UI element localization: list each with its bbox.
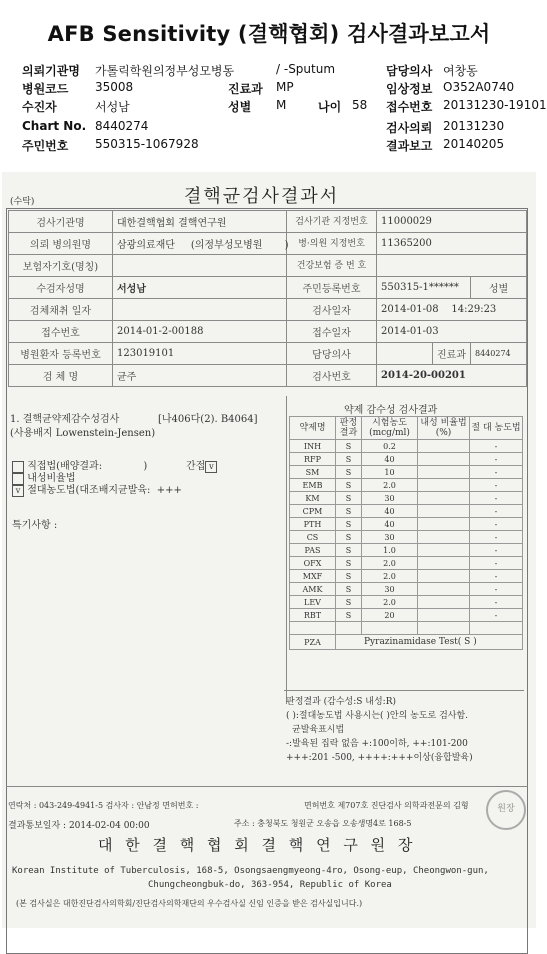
cell-label: 검사기관명	[9, 211, 113, 233]
method-title: 1. 결핵균약제감수성검사	[10, 414, 120, 425]
sex-label: 성별	[228, 100, 252, 114]
drug-cell-result: S	[336, 583, 362, 596]
cell-value	[113, 299, 287, 321]
cell-value: 균주	[113, 365, 287, 387]
column-header: 약제명	[290, 417, 336, 440]
drug-cell-conc: 40	[362, 453, 418, 466]
drug-cell-ratio	[418, 596, 470, 609]
cell-label: 검체채취 일자	[9, 299, 113, 321]
cell-value: 123019101	[113, 343, 287, 365]
drug-cell-abs: -	[470, 544, 523, 557]
section-divider	[286, 396, 287, 704]
indirect-label: 간접	[186, 461, 206, 472]
referral-branch: (의정부성모병원	[190, 240, 263, 251]
drug-cell-result	[336, 622, 362, 635]
drug-cell-abs: -	[470, 596, 523, 609]
chart-value: 8440274	[95, 119, 149, 133]
chart-label: Chart No.	[22, 119, 87, 133]
cell-value: 2014-20-00201	[377, 365, 527, 387]
institution-value: 가톨릭학원의정부성모병동	[95, 64, 235, 78]
age-label: 나이	[318, 100, 342, 114]
sheet-title: 결핵균검사결과서	[184, 186, 340, 207]
drug-cell-ratio	[418, 453, 470, 466]
drug-sensitivity-table	[289, 416, 523, 650]
drug-row	[290, 596, 523, 609]
method-code: [나406다(2). B4064]	[158, 414, 258, 425]
official-seal-icon	[486, 790, 526, 830]
drug-cell-abs: -	[470, 531, 523, 544]
hospital-code-value: 35008	[95, 80, 134, 94]
seal-text: 원장	[497, 804, 515, 814]
contact-line: 연락처 : 043-249-4941-5 검사자 : 안남정 면허번호 :	[8, 801, 199, 810]
table-row	[9, 365, 527, 387]
drug-table-title: 약제 감수성 검사결과	[344, 405, 438, 416]
institution-label: 의뢰기관명	[22, 64, 80, 78]
drug-cell-abs: -	[470, 570, 523, 583]
drug-row	[290, 453, 523, 466]
cell-label: 검사일자	[287, 299, 377, 321]
drug-row	[290, 583, 523, 596]
drug-cell-ratio	[418, 609, 470, 622]
cell-value	[113, 233, 287, 255]
drug-cell-conc: 2.0	[362, 479, 418, 492]
method-medium: (사용배지 Lowenstein-Jensen)	[10, 428, 156, 439]
license-line: 면허번호 제707호 진단검사 의학과전문의 김형	[304, 801, 469, 810]
drug-cell-conc: 30	[362, 492, 418, 505]
drug-cell-abs: -	[470, 518, 523, 531]
legend-top-rule	[284, 690, 524, 691]
drug-cell-ratio	[418, 466, 470, 479]
cell-value	[113, 255, 287, 277]
drug-cell-abs: -	[470, 505, 523, 518]
english-address-line: Chungcheongbuk-do, 363-954, Republic of Korea	[148, 880, 392, 890]
exam-date: 2014-01-08	[381, 304, 439, 315]
drug-cell-name	[290, 622, 336, 635]
cell-label: 접수일자	[287, 321, 377, 343]
drug-cell-ratio	[418, 583, 470, 596]
drug-cell-result: S	[336, 596, 362, 609]
drug-cell-name: EMB	[290, 479, 336, 492]
drug-cell-conc: 2.0	[362, 596, 418, 609]
request-value: 20131230	[443, 119, 505, 133]
report-date: 2014-02-04 00:00	[68, 821, 150, 831]
patient-info-table	[8, 210, 527, 387]
drug-row	[290, 622, 523, 635]
doctor-value: 여창동	[443, 64, 478, 78]
drug-row	[290, 479, 523, 492]
clinical-value: O352A0740	[443, 80, 515, 94]
drug-row	[290, 570, 523, 583]
cell-label: 주민등록번호	[287, 277, 377, 299]
absolute-method-row	[12, 481, 182, 497]
drug-cell-name: KM	[290, 492, 336, 505]
cell-label: 건강보험 증 번 호	[287, 255, 377, 277]
cell-label: 검사번호	[287, 365, 377, 387]
specimen-value: / -Sputum	[276, 62, 336, 76]
accession-value: 20131230-19101	[443, 98, 547, 112]
table-row	[9, 299, 527, 321]
legend-line: 균발육표시법	[292, 725, 345, 735]
cell-value	[377, 343, 433, 365]
drug-cell-result: S	[336, 492, 362, 505]
drug-row	[290, 531, 523, 544]
drug-cell-ratio	[418, 440, 470, 453]
column-header: 시험농도 (mcg/ml)	[362, 417, 418, 440]
cell-label: 병·의원 지정번호	[287, 233, 377, 255]
table-row	[9, 321, 527, 343]
cell-label: 접수번호	[9, 321, 113, 343]
ssn-value: 550315-1067928	[95, 137, 199, 151]
clinical-label: 임상정보	[386, 82, 433, 96]
org-name: 대 한 결 핵 협 회 결 핵 연 구 원 장	[98, 836, 417, 854]
age-value: 58	[352, 98, 368, 112]
cell-label: 의뢰 병의원명	[9, 233, 113, 255]
accession-label: 접수번호	[386, 100, 433, 114]
drug-cell-name: CPM	[290, 505, 336, 518]
table-header-row	[290, 417, 523, 440]
drug-cell-name: INH	[290, 440, 336, 453]
drug-cell-name: SM	[290, 466, 336, 479]
pza-result: Pyrazinamidase Test( S )	[336, 635, 523, 650]
cell-label: 담당의사	[287, 343, 377, 365]
cell-label: 검 체 명	[9, 365, 113, 387]
drug-cell-name: RFP	[290, 453, 336, 466]
legend-line: ( ):절대농도법 사용시는( )안의 농도로 검사함.	[286, 711, 469, 721]
result-value: 20140205	[443, 137, 505, 151]
drug-cell-result: S	[336, 518, 362, 531]
collector-value: 서성남	[95, 100, 130, 114]
drug-cell-result: S	[336, 531, 362, 544]
referral-branch-close: )	[284, 240, 289, 251]
collector-label: 수진자	[22, 100, 57, 114]
drug-cell-result: S	[336, 544, 362, 557]
drug-row	[290, 518, 523, 531]
absolute-label: 절대농도법	[27, 485, 76, 496]
drug-cell-abs: -	[470, 466, 523, 479]
cell-label: 검사기관 지정번호	[287, 211, 377, 233]
drug-cell-ratio	[418, 479, 470, 492]
direct-close: )	[143, 461, 148, 472]
cell-label: 병원환자 등록번호	[9, 343, 113, 365]
drug-cell-result: S	[336, 466, 362, 479]
drug-cell-abs: -	[470, 453, 523, 466]
column-header: 판정 결과	[336, 417, 362, 440]
drug-cell-conc: 20	[362, 609, 418, 622]
drug-cell-conc: 2.0	[362, 557, 418, 570]
cell-value: 2014-01-03	[377, 321, 527, 343]
cell-value: 2014-01-2-00188	[113, 321, 287, 343]
indirect-method-row	[186, 457, 217, 473]
drug-cell-result: S	[336, 440, 362, 453]
ratio-label: 내성비율법	[27, 473, 76, 484]
table-row	[9, 211, 527, 233]
table-row	[9, 233, 527, 255]
absolute-growth: +++	[156, 485, 182, 496]
cell-label: 진료과	[433, 343, 471, 365]
column-header: 내성 비율법(%)	[418, 417, 470, 440]
drug-cell-result: S	[336, 570, 362, 583]
certification-note: (본 검사실은 대한진단검사의학회/진단검사의학재단의 우수검사실 신임 인증을 받은 검사실입니다.)	[16, 899, 363, 908]
cell-value	[377, 299, 527, 321]
cell-value: 11000029	[377, 211, 527, 233]
test-section	[8, 396, 526, 706]
drug-cell-ratio	[418, 557, 470, 570]
drug-cell-conc: 30	[362, 531, 418, 544]
drug-cell-name: MXF	[290, 570, 336, 583]
absolute-checkbox: v	[12, 485, 24, 497]
cell-label: 수검자성명	[9, 277, 113, 299]
drug-row	[290, 609, 523, 622]
drug-cell-abs: -	[470, 609, 523, 622]
cell-value: 11365200	[377, 233, 527, 255]
drug-cell-name: RBT	[290, 609, 336, 622]
cell-value: 대한결핵협회 결핵연구원	[113, 211, 287, 233]
result-label: 결과보고	[386, 139, 433, 153]
drug-row	[290, 544, 523, 557]
drug-cell-conc	[362, 622, 418, 635]
legend-line: +++:201 -500, ++++:+++이상(융합발육)	[286, 753, 473, 763]
drug-cell-conc: 1.0	[362, 544, 418, 557]
hospital-code-label: 병원코드	[22, 82, 69, 96]
drug-row	[290, 440, 523, 453]
report-date-row	[8, 818, 150, 831]
report-date-label: 결과통보일자 :	[8, 821, 67, 831]
drug-cell-name: PAS	[290, 544, 336, 557]
drug-cell-result: S	[336, 479, 362, 492]
drug-cell-abs: -	[470, 492, 523, 505]
column-header: 절 대 농도법	[470, 417, 523, 440]
drug-cell-ratio	[418, 518, 470, 531]
pza-row	[290, 635, 523, 650]
drug-cell-name: OFX	[290, 557, 336, 570]
drug-cell-conc: 2.0	[362, 570, 418, 583]
drug-cell-conc: 10	[362, 466, 418, 479]
drug-rows	[290, 440, 523, 635]
dept-label: 진료과	[228, 82, 263, 96]
referral-org: 삼광의료재단	[117, 240, 175, 251]
report-title: AFB Sensitivity (결핵협회) 검사결과보고서	[47, 22, 491, 46]
pza-name: PZA	[290, 635, 336, 650]
drug-cell-abs: -	[470, 440, 523, 453]
drug-cell-name: LEV	[290, 596, 336, 609]
cell-label: 성별	[471, 277, 527, 299]
cell-value	[377, 255, 527, 277]
scanned-result-sheet	[2, 172, 536, 928]
ssn-label: 주민번호	[22, 139, 69, 153]
drug-row	[290, 466, 523, 479]
drug-cell-result: S	[336, 453, 362, 466]
english-address-line: Korean Institute of Tuberculosis, 168-5, Osongsaengmyeong-4ro, Osong-eup, Cheongwon-gun,	[12, 866, 489, 876]
drug-cell-abs: -	[470, 557, 523, 570]
exam-time: 14:29:23	[451, 304, 497, 315]
table-row	[9, 343, 527, 365]
drug-cell-conc: 40	[362, 518, 418, 531]
drug-cell-ratio	[418, 492, 470, 505]
doctor-label: 담당의사	[386, 64, 433, 78]
drug-cell-conc: 0.2	[362, 440, 418, 453]
table-row	[9, 277, 527, 299]
absolute-detail: (대조배지균발육:	[75, 485, 151, 496]
drug-row	[290, 492, 523, 505]
sex-value: M	[276, 98, 287, 112]
remarks-label: 특기사항 :	[12, 520, 58, 531]
address-short: 주소 : 충청북도 청원군 오송읍 오송생명4로 168-5	[234, 819, 412, 828]
indirect-checkbox: v	[205, 461, 217, 473]
drug-cell-ratio	[418, 531, 470, 544]
table-row	[9, 255, 527, 277]
drug-cell-abs: -	[470, 479, 523, 492]
drug-cell-ratio	[418, 505, 470, 518]
drug-cell-conc: 30	[362, 583, 418, 596]
legend-line: 판정결과 (감수성:S 내성:R)	[286, 697, 396, 707]
drug-cell-abs	[470, 622, 523, 635]
cell-label: 보험자기호(명칭)	[9, 255, 113, 277]
stamp-tag: (수탁)	[10, 197, 35, 207]
drug-cell-name: CS	[290, 531, 336, 544]
dept-value: MP	[276, 80, 294, 94]
drug-cell-result: S	[336, 505, 362, 518]
legend-line: -:발육된 집락 없음 +:100이하, ++:101-200	[286, 739, 468, 749]
drug-row	[290, 505, 523, 518]
drug-cell-ratio	[418, 544, 470, 557]
drug-cell-conc: 40	[362, 505, 418, 518]
drug-cell-result: S	[336, 609, 362, 622]
drug-cell-ratio	[418, 622, 470, 635]
direct-label: 직접법(배양결과:	[27, 461, 103, 472]
drug-cell-abs: -	[470, 583, 523, 596]
cell-value: 550315-1******	[377, 277, 471, 299]
cell-value: 8440274	[471, 343, 527, 365]
drug-cell-result: S	[336, 557, 362, 570]
request-label: 검사의뢰	[386, 121, 433, 135]
cell-value: 서성남	[113, 277, 287, 299]
drug-cell-name: PTH	[290, 518, 336, 531]
drug-cell-ratio	[418, 570, 470, 583]
drug-row	[290, 557, 523, 570]
footer-rule	[6, 786, 528, 787]
drug-cell-name: AMK	[290, 583, 336, 596]
